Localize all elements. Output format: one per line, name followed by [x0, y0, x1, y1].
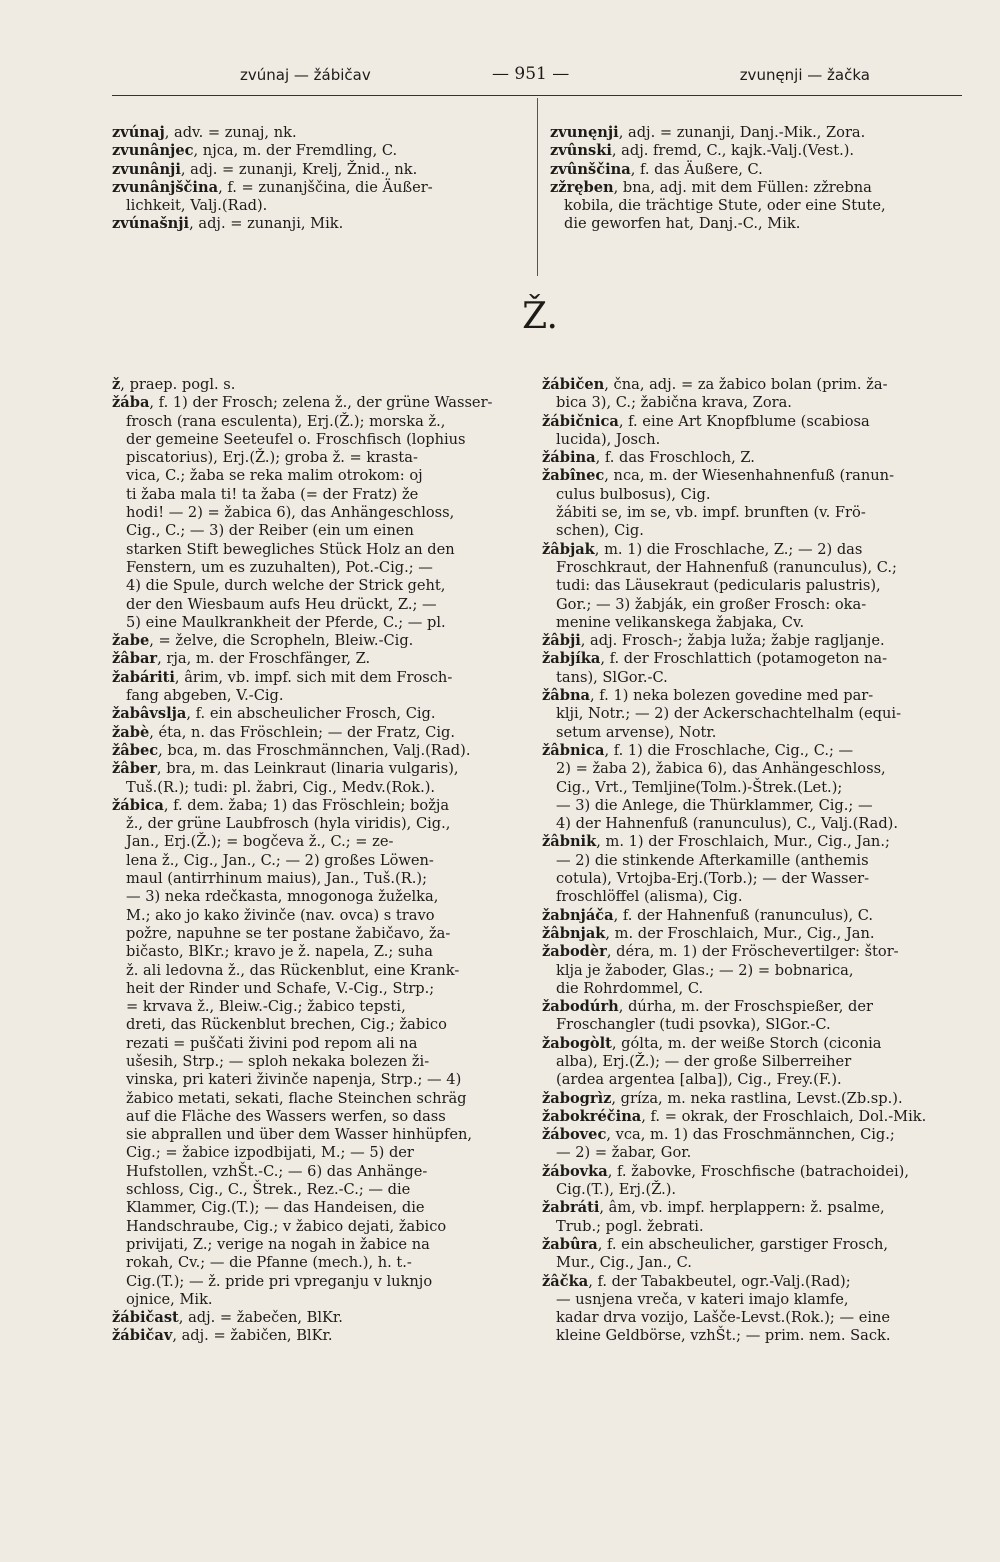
entry-line: Tuš.(R.); tudi: pl. žabri, Cig., Medv.(Rok.).: [126, 778, 436, 796]
entry-line: žâčka, f. der Tabakbeutel, ogr.-Valj.(Rad);: [542, 1272, 851, 1290]
entry-line: Hufstollen, vzhŠt.-C.; — 6) das Anhänge-: [126, 1162, 428, 1180]
entry-line: žabico metati, sekati, flache Steinchen schräg: [126, 1089, 467, 1107]
entry-line: schloss, Cig., C., Štrek., Rez.-C.; — die: [126, 1181, 411, 1199]
entry-line: cotula), Vrtojba-Erj.(Torb.); — der Wasser-: [556, 870, 870, 888]
entry-line: žábovka, f. žabovke, Froschfische (batrachoidei),: [542, 1162, 909, 1180]
entry-line: žabûra, f. ein abscheulicher, garstiger Frosch,: [542, 1235, 889, 1253]
entry-line: žábiti se, im se, vb. impf. brunften (v. Frö-: [556, 504, 866, 522]
entry-line: zžręben, bna, adj. mit dem Füllen: zžrebna: [550, 178, 872, 196]
column-left: [112, 376, 530, 1346]
entry-line: Cig.; = žabice izpodbijati, M.; — 5) der: [126, 1144, 414, 1162]
entry-line: žâbnjak, m. der Froschlaich, Mur., Cig., Jan.: [542, 924, 875, 942]
entry-line: zvunânji, adj. = zunanji, Krelj, Žnid., nk.: [112, 160, 418, 178]
entry-line: bičasto, BlKr.; kravo je ž. napela, Z.; suha: [126, 943, 433, 961]
entry-line: žâbna, f. 1) neka bolezen govedine med par-: [542, 687, 874, 705]
entry-line: zvúnaj, adv. = zunaj, nk.: [112, 124, 297, 141]
entry-line: Froschangler (tudi psovka), SlGor.-C.: [556, 1016, 831, 1034]
entry-line: žábovec, vca, m. 1) das Froschmännchen, Cig.;: [542, 1126, 895, 1144]
entry-line: žábičen, čna, adj. = za žabico bolan (prim. ža-: [542, 376, 888, 393]
entry-line: žabráti, âm, vb. impf. herplappern: ž. psalme,: [542, 1199, 885, 1217]
entry-line: žâbnica, f. 1) die Froschlache, Cig., C.; —: [542, 741, 854, 759]
entry-line: tudi: das Läusekraut (pedicularis palustris),: [556, 577, 881, 595]
entry-line: klji, Notr.; — 2) der Ackerschachtelhalm (equi-: [556, 705, 901, 723]
entry-line: piscatorius), Erj.(Ž.); groba ž. = krasta-: [126, 449, 418, 467]
entry-line: — 2) die stinkende Afterkamille (anthemis: [556, 851, 869, 869]
entry-line: zvunânjščina, f. = zunanjščina, die Äußer-: [112, 178, 433, 196]
entry-line: ojnice, Mik.: [126, 1290, 213, 1308]
header-rule: [112, 95, 962, 96]
entry-line: — 3) neka rdečkasta, mnogonoga žuželka,: [126, 888, 439, 906]
entry-line: 4) die Spule, durch welche der Strick geht,: [126, 577, 446, 595]
entry-line: žabáriti, ârim, vb. impf. sich mit dem Frosch-: [112, 668, 453, 686]
entry-line: tans), SlGor.-C.: [556, 668, 668, 686]
entry-line: = krvava ž., Bleiw.-Cig.; žabico tepsti,: [126, 998, 406, 1016]
entry-line: žabodèr, déra, m. 1) der Fröschevertilger: štor-: [542, 943, 899, 961]
column-right: [542, 376, 962, 1346]
entry-line: ž, praep. pogl. s.: [112, 376, 236, 393]
entry-line: lichkeit, Valj.(Rad).: [126, 197, 268, 215]
entry-line: (ardea argentea [alba]), Cig., Frey.(F.).: [556, 1071, 842, 1089]
header-right-guide: zvunęnji — žačka: [739, 66, 870, 84]
entry-line: žábičast, adj. = žabečen, BlKr.: [112, 1309, 343, 1327]
entry-line: 4) der Hahnenfuß (ranunculus), C., Valj.(Rad).: [556, 815, 899, 833]
entry-line: žâbji, adj. Frosch-; žabja luža; žabje ragljanje.: [542, 632, 885, 650]
entry-line: žâber, bra, m. das Leinkraut (linaria vulgaris),: [112, 760, 459, 778]
entry-line: zvunânjec, njca, m. der Fremdling, C.: [112, 142, 398, 160]
entry-line: — usnjena vreča, v kateri imajo klamfe,: [556, 1290, 849, 1308]
entry-line: starken Stift bewegliches Stück Holz an den: [126, 540, 455, 558]
entry-line: menine velikanskega žabjaka, Cv.: [556, 613, 805, 631]
entry-line: žabodúrh, dúrha, m. der Froschspießer, der: [542, 998, 873, 1016]
entry-line: alba), Erj.(Ž.); — der große Silberreiher: [556, 1052, 852, 1070]
entry-line: Klammer, Cig.(T.); — das Handeisen, die: [126, 1199, 425, 1217]
entry-line: lena ž., Cig., Jan., C.; — 2) großes Löwen-: [126, 851, 434, 869]
entry-line: Trub.; pogl. žebrati.: [556, 1217, 704, 1235]
entry-line: žâbnik, m. 1) der Froschlaich, Mur., Cig., Jan.;: [542, 833, 890, 851]
entry-line: vinska, pri kateri živinče napenja, Strp.; — 4): [126, 1071, 462, 1089]
section-letter: Ž.: [522, 296, 558, 337]
entry-line: klja je žaboder, Glas.; — 2) = bobnarica,: [556, 961, 854, 979]
entry-line: dreti, das Rückenblut brechen, Cig.; žabico: [126, 1016, 447, 1034]
entry-line: zvûnščina, f. das Äußere, C.: [550, 160, 763, 178]
entry-line: rezati = puščati živini pod repom ali na: [126, 1034, 418, 1052]
entry-line: Gor.; — 3) žabják, ein großer Frosch: oka-: [556, 595, 867, 613]
entry-line: M.; ako jo kako živinče (nav. ovca) s travo: [126, 906, 435, 924]
page-header: [112, 58, 960, 98]
entry-line: sie abprallen und über dem Wasser hinhüpfen,: [126, 1126, 473, 1144]
entry-line: žabogrìz, gríza, m. neka rastlina, Levst.(Zb.sp.).: [542, 1089, 903, 1107]
entry-line: žábičnica, f. eine Art Knopfblume (scabiosa: [542, 412, 870, 430]
entry-line: culus bulbosus), Cig.: [556, 485, 711, 503]
entry-line: privijati, Z.; verige na nogah in žabice na: [126, 1235, 430, 1253]
entry-line: ž., der grüne Laubfrosch (hyla viridis), Cig.,: [126, 815, 451, 833]
entry-line: Fenstern, um es zuzuhalten), Pot.-Cig.; —: [126, 558, 433, 576]
entry-line: maul (antirrhinum maius), Jan., Tuš.(R.);: [126, 870, 427, 888]
entry-line: Cig.(T.), Erj.(Ž.).: [556, 1181, 677, 1199]
entry-line: rokah, Cv.; — die Pfanne (mech.), h. t.-: [126, 1254, 412, 1272]
entry-line: žâbar, rja, m. der Froschfänger, Z.: [112, 650, 371, 668]
entry-line: žabokréčina, f. = okrak, der Froschlaich, Dol.-Mik.: [542, 1107, 927, 1125]
entry-line: Cig.(T.); — ž. pride pri vpreganju v luknjo: [126, 1272, 433, 1290]
entry-line: žabînec, nca, m. der Wiesenhahnenfuß (ranun-: [542, 467, 895, 485]
entry-line: der den Wiesbaum aufs Heu drückt, Z.; —: [126, 595, 437, 613]
entry-line: lucida), Josch.: [556, 430, 661, 448]
entry-line: ušesih, Strp.; — sploh nekaka bolezen ži-: [126, 1052, 430, 1070]
entry-line: žabe, = želve, die Scropheln, Bleiw.-Cig.: [112, 632, 414, 650]
entry-line: žábina, f. das Froschloch, Z.: [542, 449, 755, 467]
entry-line: Cig., C.; — 3) der Reiber (ein um einen: [126, 522, 414, 540]
column-top-right: [550, 124, 960, 234]
entry-line: Cig., Vrt., Temljine(Tolm.)-Štrek.(Let.);: [556, 778, 843, 796]
entry-line: Mur., Cig., Jan., C.: [556, 1254, 692, 1272]
entry-line: žabè, éta, n. das Fröschlein; — der Fratz, Cig.: [112, 723, 455, 741]
entry-line: požre, napuhne se ter postane žabičavo, ža-: [126, 924, 451, 942]
entry-line: der gemeine Seeteufel o. Froschfisch (lophius: [126, 430, 466, 448]
entry-line: heit der Rinder und Schafe, V.-Cig., Strp.;: [126, 979, 435, 997]
entry-line: 5) eine Maulkrankheit der Pferde, C.; — pl.: [126, 613, 446, 631]
entry-line: žába, f. 1) der Frosch; zelena ž., der grüne Wasser-: [112, 394, 493, 412]
entry-line: schen), Cig.: [556, 522, 644, 540]
entry-line: vica, C.; žaba se reka malim otrokom: oj: [126, 467, 423, 485]
entry-line: zvûnski, adj. fremd, C., kajk.-Valj.(Vest.).: [550, 142, 855, 160]
column-divider: [537, 98, 538, 276]
entry-line: Handschraube, Cig.; v žabico dejati, žabico: [126, 1217, 447, 1235]
entry-line: die Rohrdommel, C.: [556, 979, 704, 997]
entry-line: žâbjak, m. 1) die Froschlache, Z.; — 2) das: [542, 540, 863, 558]
entry-line: froschlöffel (alisma), Cig.: [556, 888, 743, 906]
entry-line: žabnjáča, f. der Hahnenfuß (ranunculus), C.: [542, 906, 874, 924]
entry-line: ti žaba mala ti! ta žaba (= der Fratz) že: [126, 485, 419, 503]
entry-line: kadar drva vozijo, Lašče-Levst.(Rok.); — eine: [556, 1309, 891, 1327]
entry-line: Jan., Erj.(Ž.); = bogčeva ž., C.; = ze-: [126, 833, 394, 851]
entry-line: — 2) = žabar, Gor.: [556, 1144, 692, 1162]
entry-line: žabogòlt, gólta, m. der weiße Storch (ciconia: [542, 1034, 882, 1052]
column-top-left: [112, 124, 532, 234]
entry-line: žabjíka, f. der Froschlattich (potamogeton na-: [542, 650, 888, 668]
entry-line: — 3) die Anlege, die Thürklammer, Cig.; —: [556, 796, 873, 814]
entry-line: bica 3), C.; žabična krava, Zora.: [556, 394, 792, 412]
entry-line: žabâvslja, f. ein abscheulicher Frosch, Cig.: [112, 705, 436, 723]
entry-line: zvunęnji, adj. = zunanji, Danj.-Mik., Zora.: [550, 124, 866, 141]
entry-line: kleine Geldbörse, vzhŠt.; — prim. nem. Sack.: [556, 1327, 891, 1345]
entry-line: auf die Fläche des Wassers werfen, so dass: [126, 1107, 446, 1125]
page-number: — 951 —: [492, 64, 570, 84]
entry-line: setum arvense), Notr.: [556, 723, 717, 741]
entry-line: frosch (rana esculenta), Erj.(Ž.); morska ž.,: [126, 412, 446, 430]
header-left-guide: zvúnaj — žábičav: [240, 66, 371, 84]
entry-line: ž. ali ledovna ž., das Rückenblut, eine Krank-: [126, 961, 460, 979]
entry-line: žábičav, adj. = žabičen, BlKr.: [112, 1327, 333, 1345]
entry-line: die geworfen hat, Danj.-C., Mik.: [564, 215, 801, 233]
entry-line: Froschkraut, der Hahnenfuß (ranunculus), C.;: [556, 558, 897, 576]
entry-line: žábica, f. dem. žaba; 1) das Fröschlein; božja: [112, 796, 450, 814]
entry-line: žâbec, bca, m. das Froschmännchen, Valj.(Rad).: [112, 741, 471, 759]
entry-line: 2) = žaba 2), žabica 6), das Anhängeschloss,: [556, 760, 886, 778]
entry-line: kobila, die trächtige Stute, oder eine Stute,: [564, 197, 886, 215]
entry-line: zvúnašnji, adj. = zunanji, Mik.: [112, 215, 344, 233]
entry-line: hodi! — 2) = žabica 6), das Anhängeschloss,: [126, 504, 455, 522]
entry-line: fang abgeben, V.-Cig.: [126, 687, 284, 705]
